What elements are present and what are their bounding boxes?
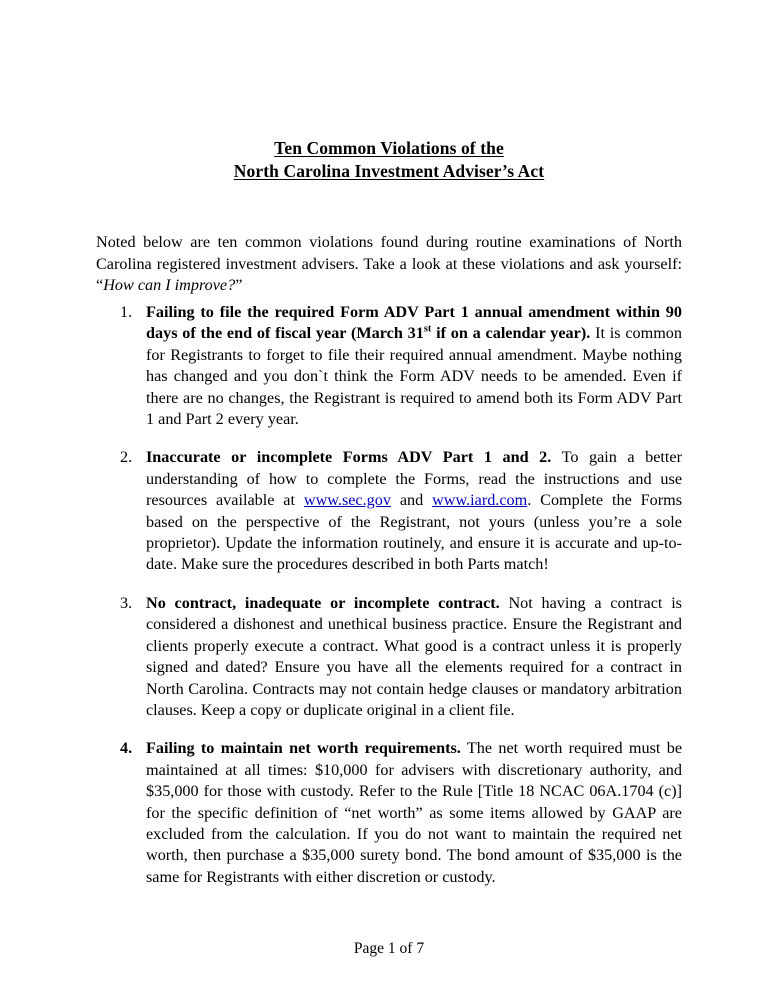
list-item <box>96 593 682 721</box>
list-item <box>96 738 682 888</box>
list-item-lead: No contract, inadequate or incomplete contract. <box>146 593 500 612</box>
title-line-2 <box>0 160 778 183</box>
intro-text-part2: ” <box>235 276 243 294</box>
list-item <box>96 447 682 575</box>
list-item-body: The net worth required must be maintained at all times: $10,000 for advisers with discretionary authority, and $35,000 for those with custody. Refer to the Rule [Title 18 NCAC 06A.1704 (c)] for the specific definition of “net worth” as some items allowed by GAAP are excluded from the calculation. If you do not want to maintain the required net worth, then purchase a $35,000 surety bond. The bond amount of $35,000 is the same for Registrants with either discretion or custody. <box>146 739 683 886</box>
list-item-body-mid: and <box>390 491 433 510</box>
list-item-body: It is common for Registrants to forget to file their required annual amendment. Maybe nothing has changed and you don`t think the Form ADV needs to be amended. Even if there are no changes, the Registrant is required to amend both its Form ADV Part 1 and Part 2 every year. <box>146 324 682 429</box>
violations-list <box>96 302 682 905</box>
list-item-number: 3. <box>120 593 133 612</box>
title-line-1-text: Ten Common Violations of the <box>274 138 504 158</box>
list-item-body: Not having a contract is considered a dishonest and unethical business practice. Ensure the Registrant and clients properly execute a contract. What good is a contract unless it is properly signed and dated? Ensure you have all the elements required for a contract in North Carolina. Contracts may not contain hedge clauses or mandatory arbitration clauses. Keep a copy or duplicate original in a client file. <box>146 593 682 719</box>
list-item-lead-post: if on a calendar year). <box>431 324 591 343</box>
list-item <box>96 302 682 430</box>
link-sec-gov[interactable]: www.sec.gov <box>303 491 391 510</box>
intro-paragraph <box>96 232 682 296</box>
title-line-1 <box>0 137 778 160</box>
link-iard-com[interactable]: www.iard.com <box>432 491 528 510</box>
list-item-lead-pre: Failing to file the required Form ADV Part 1 annual amendment within 90 days of the end of fiscal year (March 31 <box>146 303 682 343</box>
page-footer: Page 1 of 7 <box>353 940 425 957</box>
ordinal-suffix: st <box>423 324 432 336</box>
list-item-body-post: . Complete the Forms based on the perspective of the Registrant, not yours (unless you’re a sole proprietor). Update the information routinely, and ensure it is accurate and up-to-date. Make sure the procedures described in both Parts match! <box>146 491 683 574</box>
list-item-number: 4. <box>120 739 133 758</box>
document-title <box>0 137 778 183</box>
list-item-lead: Failing to maintain net worth requirements. <box>146 739 461 758</box>
intro-text-italic: How can I improve? <box>103 276 236 294</box>
list-item-lead: Inaccurate or incomplete Forms ADV Part 1 and 2. <box>146 448 552 467</box>
list-item-number: 2. <box>120 448 133 467</box>
list-item-body-pre: To gain a better understanding of how to complete the Forms, read the instructions and use resources available at <box>146 448 682 510</box>
intro-text-part1: Noted below are ten common violations found during routine examinations of North Carolina registered investment advisers. Take a look at these violations and ask yourself: “ <box>96 233 682 294</box>
list-item-number: 1. <box>120 303 133 321</box>
title-line-2-text: North Carolina Investment Adviser’s Act <box>233 161 545 181</box>
